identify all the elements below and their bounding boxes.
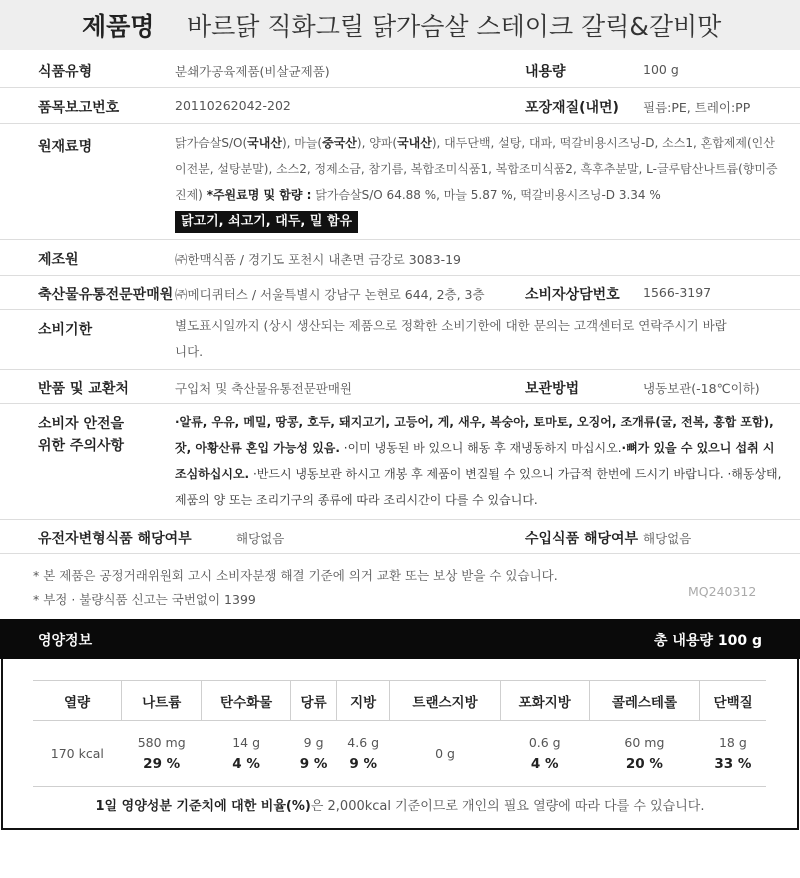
row-manufacturer (0, 240, 800, 276)
consumer-number-value: 1566-3197 (643, 285, 712, 300)
nutrient-amount: 18 g (718, 734, 747, 750)
nutrition-title: 영양정보 (38, 633, 93, 649)
consumer-number-label: 소비자상담번호 (525, 287, 620, 303)
imported-label: 수입식품 해당여부 (525, 531, 639, 547)
row-ingredients (0, 124, 800, 240)
nutrient-header: 당류 (291, 681, 337, 721)
nutrient-cell (291, 721, 337, 787)
nutrition-footnote: 1일 영양성분 기준치에 대한 비율(%)은 2,000kcal 기준이므로 개인의 필요 열량에 따라 다를 수 있습니다. (95, 799, 705, 814)
returns-label: 반품 및 교환처 (38, 381, 129, 397)
product-name: 바르닭 직화그릴 닭가슴살 스테이크 갈릭&갈비맛 (187, 12, 722, 41)
row-expiry (0, 310, 800, 370)
nutrient-percent: 33 % (714, 755, 752, 772)
nutrient-cell (33, 721, 122, 787)
exchange-note: * 본 제품은 공정거래위원회 고시 소비자분쟁 해결 기준에 의거 교환 또는 보상 받을 수 있습니다. (33, 568, 558, 583)
returns-value: 구입처 및 축산물유통전문판매원 (175, 381, 352, 396)
packaging-label: 포장재질(내면) (525, 100, 619, 116)
volume-value: 100 g (643, 62, 679, 77)
manufacturer-value: ㈜한맥식품 / 경기도 포천시 내촌면 금강로 3083-19 (175, 252, 461, 267)
nutrition-header-row (33, 681, 766, 721)
nutrient-amount: 60 mg (624, 734, 665, 750)
nutrient-percent: 9 % (299, 755, 328, 772)
food-type-value: 분쇄가공육제품(비살균제품) (175, 64, 330, 79)
nutrient-header: 단백질 (700, 681, 766, 721)
nutrient-amount: 0 g (435, 745, 455, 761)
row-food-type (0, 50, 800, 88)
report-note: * 부정 · 불량식품 신고는 국번없이 1399 (33, 592, 256, 607)
ingredients-label: 원재료명 (38, 139, 93, 155)
header-bar (0, 0, 800, 50)
nutrient-amount: 580 mg (137, 734, 186, 750)
nutrient-percent: 9 % (349, 755, 377, 772)
row-returns (0, 370, 800, 404)
nutrient-percent: 4 % (232, 755, 260, 772)
nutrition-header (0, 619, 800, 659)
allergen-badge: 닭고기, 쇠고기, 대두, 밀 함유 (175, 211, 358, 233)
nutrient-cell (500, 721, 589, 787)
nutrition-total: 총 내용량 100 g (654, 633, 762, 649)
seller-label: 축산물유통전문판매원 (38, 287, 174, 303)
manufacturer-label: 제조원 (38, 252, 79, 268)
safety-label: 소비자 안전을 위한 주의사항 (38, 416, 125, 454)
imported-value: 해당없음 (643, 531, 692, 546)
food-type-label: 식품유형 (38, 64, 93, 80)
nutrient-cell (700, 721, 766, 787)
report-number-value: 20110262042-202 (175, 98, 291, 113)
row-safety (0, 404, 800, 520)
expiry-label: 소비기한 (38, 322, 93, 338)
nutrition-table (33, 680, 766, 787)
gmo-value: 해당없음 (236, 531, 285, 546)
storage-label: 보관방법 (525, 381, 580, 397)
nutrient-amount: 0.6 g (528, 734, 561, 750)
nutrient-cell (122, 721, 202, 787)
row-seller (0, 276, 800, 310)
nutrient-header: 콜레스테롤 (589, 681, 700, 721)
expiry-value: 별도표시일까지 (상시 생산되는 제품으로 정확한 소비기한에 대한 문의는 고객센터로 연락주시기 바랍니다. (175, 318, 727, 359)
seller-value: ㈜메디퀴터스 / 서울특별시 강남구 논현로 644, 2층, 3층 (175, 287, 485, 302)
product-name-label: 제품명 (82, 12, 155, 41)
nutrient-cell (202, 721, 291, 787)
nutrient-percent: 29 % (143, 755, 181, 772)
nutrient-header: 열량 (33, 681, 122, 721)
nutrient-header: 탄수화물 (202, 681, 291, 721)
nutrient-cell (390, 721, 501, 787)
nutrient-header: 나트륨 (122, 681, 202, 721)
ingredients-value: 닭가슴살S/O(국내산), 마늘(중국산), 양파(국내산), 대두단백, 설탕, 대파, 떡갈비용시즈닝-D, 소스1, 혼합제제(인산이전분, 설탕분말), 소스2, 정제소금, 참기름, 복합조미식품1, 복합조미식품2, 흑후추분말, L-글루탐산나트륨(향미증진제) *주원료명 및 함량 : 닭가슴살S/O 64.88 %, 마늘 5.87 %, 떡갈비용시즈닝-D 3.34 % 닭고기, 쇠고기, 대두, 밀 함유 (175, 130, 785, 234)
nutrition-value-row (33, 721, 766, 787)
nutrient-cell (337, 721, 390, 787)
nutrient-amount: 170 kcal (50, 745, 104, 761)
safety-value: ·알류, 우유, 메밀, 땅콩, 호두, 돼지고기, 고등어, 게, 새우, 복숭아, 토마토, 오징어, 조개류(굴, 전복, 홍합 포함), 잣, 아황산류 혼입 가능성 있음. ·이미 냉동된 바 있으니 해동 후 재냉동하지 마십시오.·뼈가 있을 수 있으니 섭취 시 조심하십시오. ·반드시 냉동보관 하시고 개봉 후 제품이 변질될 수 있으니 가급적 한번에 드시기 바랍니다. ·해동상태, 제품의 양 또는 조리기구의 종류에 따라 조리시간이 다를 수 있습니다. (175, 415, 782, 507)
nutrient-percent: 20 % (625, 755, 663, 772)
nutrient-amount: 9 g (303, 734, 324, 750)
report-number-label: 품목보고번호 (38, 100, 120, 116)
packaging-value: 필름:PE, 트레이:PP (643, 100, 751, 115)
row-report-number (0, 88, 800, 124)
product-code: MQ240312 (688, 584, 757, 599)
storage-value: 냉동보관(-18℃이하) (643, 381, 760, 396)
nutrient-header: 지방 (337, 681, 390, 721)
row-gmo (0, 520, 800, 554)
volume-label: 내용량 (525, 64, 566, 80)
nutrient-amount: 14 g (232, 734, 261, 750)
nutrient-header: 포화지방 (500, 681, 589, 721)
nutrient-amount: 4.6 g (347, 734, 380, 750)
nutrient-header: 트랜스지방 (390, 681, 501, 721)
gmo-label: 유전자변형식품 해당여부 (38, 531, 192, 547)
nutrient-percent: 4 % (530, 755, 559, 772)
nutrient-cell (589, 721, 700, 787)
